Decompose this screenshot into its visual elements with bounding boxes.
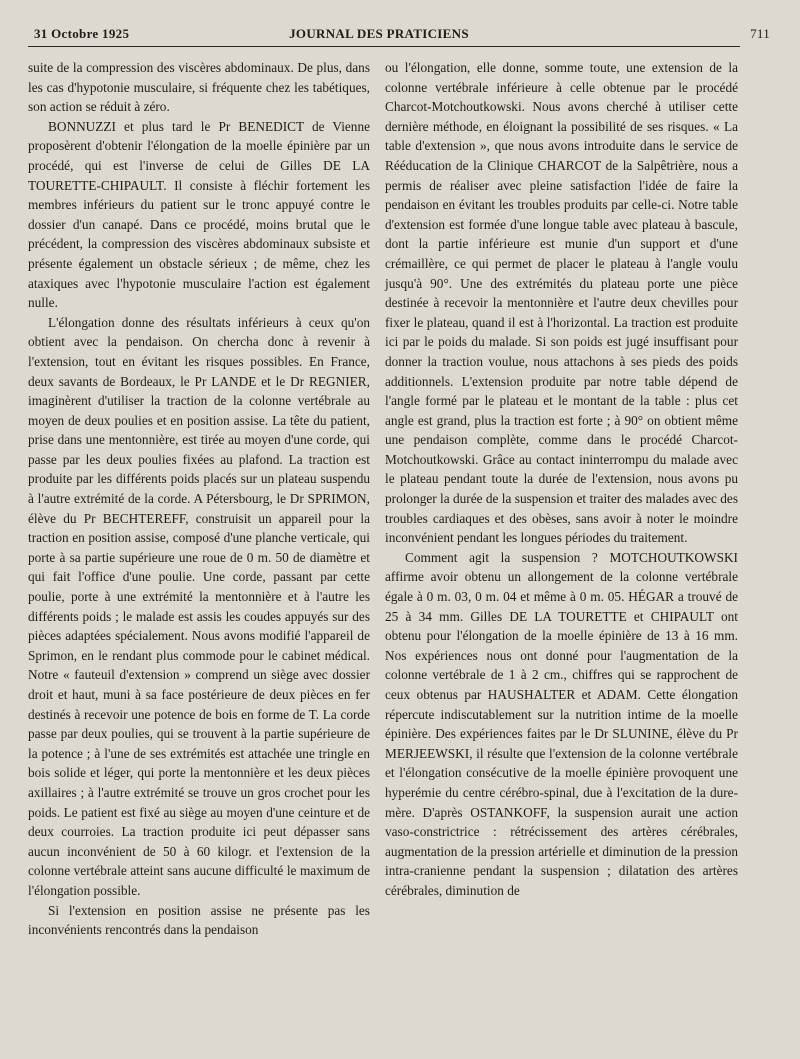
issue-date: 31 Octobre 1925 (34, 26, 130, 41)
paragraph: Comment agit la suspension ? MOTCHOUTKOWSKI affirme avoir obtenu un allongement de la colonne vertébrale égale à 0 m. 03, 0 m. 04 et même à 0 m. 05. HÉGAR a trouvé de 25 à 34 mm. Gilles DE LA TOURETTE et CHIPAULT ont obtenu pour l'élongation de la moelle épinière de 13 à 16 mm. Nos expériences nous ont donné pour l'augmentation de la colonne vertébrale de 1 à 2 cm., chiffres qui se rapprochent de ceux obtenus par HAUSHALTER et ADAM. Cette élongation répercute indiscutablement sur la nutrition intime de la moelle épinière. Des expériences faites par le Dr SLUNINE, élève du Pr MERJEEWSKI, il résulte que l'extension de la colonne vertébrale et l'élongation consécutive de la moelle épinière provoquent une hyperémie du centre cérébro-spinal, due à l'excitation de la dure-mère. D'après OSTANKOFF, la suspension aurait une action vaso-constrictrice : rétrécissement des artères cérébrales, augmentation de la pression artérielle et diminution de la pression intra-cranienne pendant la suspension ; dilatation des artères cérébrales, diminution de (385, 549, 738, 898)
paragraph: L'élongation donne des résultats inférieurs à ceux qu'on obtient avec la pendaison. On chercha donc à revenir à l'extension, tout en évitant les risques possibles. En France, deux savants de Bordeaux, le Pr LANDE et le Dr REGNIER, imaginèrent d'utiliser la traction de la colonne vertébrale au moyen de deux poulies et en position assise. La tête du patient, prise dans une mentonnière, est tirée au moyen d'une corde, qui passe par les deux poulies fixées au plafond. La traction est produite par les différents poids placés sur un plateau suspendu à l'autre extrémité de la corde. A Pétersbourg, le Dr SPRIMON, élève du Pr BECHTEREFF, construisit un appareil pour la traction en position assise, composé d'une planche verticale, qui porte à sa partie supérieure une roue de 0 m. 50 de diamètre et qui fait l'office d'une poulie. Une corde, passant par cette poulie, porte à une extrémité la mentonnière et à l'autre les différents poids ; le malade est assis les coudes appuyés sur des pièces adaptées spécialement. Nous avons modifié l'appareil de Sprimon, en le rendant plus commode pour le cabinet médical. Notre « fauteuil d'extension » comprend un siège avec dossier droit et haut, muni à sa face postérieure de deux pièces en fer destinés à recevoir une potence de bois en forme de T. La corde passe par deux poulies, qui se trouvent à la partie supérieure de la potence ; à l'une de ses extrémités est attachée une tringle en bois solide et léger, qui porte la mentonnière et les deux pièces axillaires ; à l'autre extrémité se trouve un gros crochet pour les poids. Le patient est fixé au siège au moyen d'une ceinture et de deux courroies. La traction produite ici peut dépasser sans aucun inconvénient de 50 à 60 kilogr. et l'extension de la colonne vertébrale atteint sans aucune difficulté le maximum de l'élongation possible. (28, 314, 370, 898)
paragraph: Si l'extension en position assise ne présente pas les inconvénients rencontrés dans la pendaison (28, 902, 370, 938)
journal-title: JOURNAL DES PRATICIENS (289, 26, 469, 41)
right-column (385, 58, 738, 901)
paragraph: ou l'élongation, elle donne, somme toute, une extension de la colonne vertébrale inférieure à celle obtenue par le procédé Charcot-Motchoutkowski. Nous avons cherché à utiliser cette dernière méthode, en éloignant la possibilité de ses risques. « La table d'extension », que nous avons introduite dans le service de Rééducation de la Clinique CHARCOT de la Salpêtrière, nous a permis de réaliser avec pleine satisfaction l'idée de faire la pendaison en évitant les troubles produits par celle-ci. Notre table d'extension est formée d'une longue table avec plateau à bascule, dont la partie inférieure est munie d'un support et d'une crémaillère, ce qui permet de placer le plateau à l'angle voulu jusqu'à 90°. Une des extrémités du plateau porte une pièce destinée à recevoir la mentonnière et l'autre deux chevilles pour fixer le plateau, quand il est à l'horizontal. La traction est produite ici par le poids du malade. Si son poids est jugé insuffisant pour donner la traction voulue, nous attachons à ses pieds des poids additionnels. L'extension produite par notre table dépend de l'angle formé par le plateau et le montant de la table : plus cet angle est grand, plus la traction est forte ; à 90° on obtient même une pendaison complète, comme dans le procédé Charcot-Motchoutkowski. Grâce au contact ininterrompu du malade avec le plateau pendant toute la durée de l'extension, nous avons pu prolonger la durée de la suspension et traiter des malades avec des troubles cardiaques et des obèses, sans avoir à noter le moindre inconvénient pendant les longues périodes du traitement. (385, 60, 738, 546)
paragraph: BONNUZZI et plus tard le Pr BENEDICT de Vienne proposèrent d'obtenir l'élongation de la moelle épinière par un procédé, qui est l'inverse de celui de Gilles DE LA TOURETTE-CHIPAULT. Il consiste à fléchir fortement les membres inférieurs du patient sur le tronc appuyé contre le dossier d'un canapé. Dans ce procédé, moins brutal que le précédent, la compression des viscères abdominaux subsiste et présente également un obstacle sérieux ; de même, chez les ataxiques avec l'hypotonie musculaire l'action est également nulle. (28, 118, 370, 311)
header-rule (28, 46, 740, 47)
running-header (28, 22, 770, 44)
page-number: 711 (750, 26, 770, 41)
paragraph: suite de la compression des viscères abdominaux. De plus, dans les cas d'hypotonie musculaire, si fréquente chez les tabétiques, son action se réduit à zéro. (28, 60, 370, 115)
left-column (28, 58, 370, 940)
